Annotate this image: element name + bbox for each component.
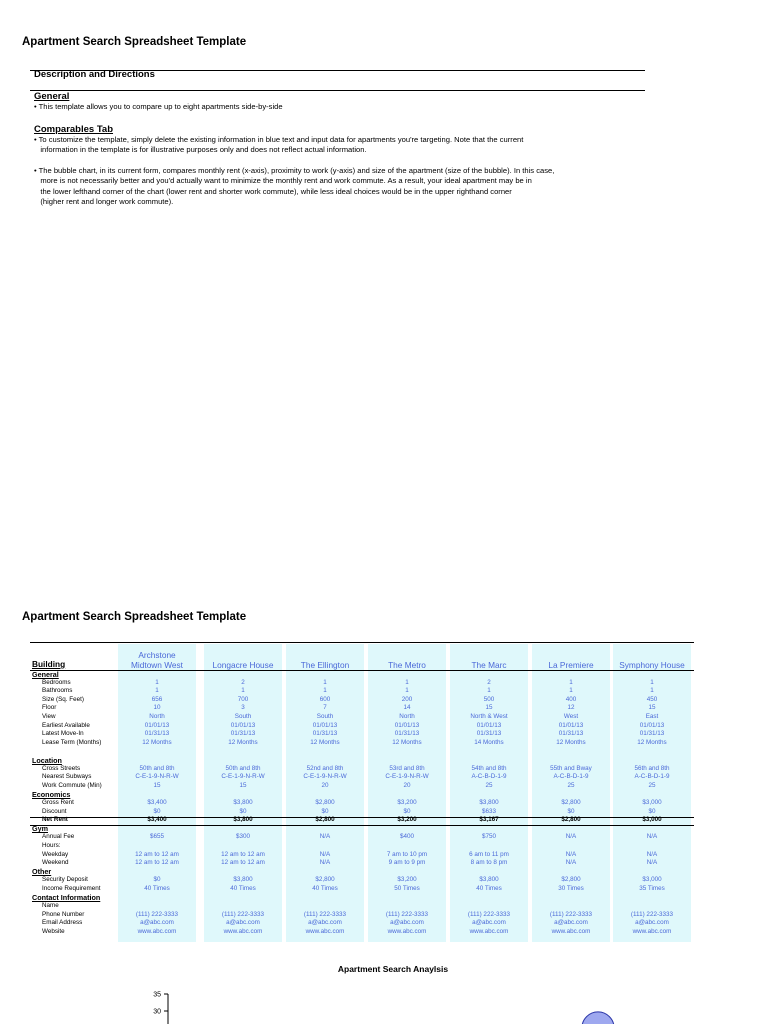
y-tick-label: 35 <box>153 991 161 999</box>
table-cell: www.abc.com <box>137 928 177 935</box>
table-cell: $3,200 <box>397 799 417 806</box>
table-cell: 15 <box>239 781 247 789</box>
table-cell: 656 <box>151 695 163 703</box>
net-rent-rule-bottom <box>30 825 694 826</box>
table-cell: 20 <box>321 781 329 789</box>
table-cell: a@abc.com <box>390 919 424 927</box>
table-top-rule <box>30 642 694 643</box>
table-cell: 54th and 8th <box>471 764 507 772</box>
table-cell: 50th and 8th <box>139 764 175 772</box>
table-cell: (111) 222-3333 <box>630 910 674 918</box>
table-cell: South <box>316 713 334 720</box>
table-cell: $2,800 <box>561 799 581 806</box>
table-cell: 700 <box>237 695 249 703</box>
table-cell: 12 am to 12 am <box>221 850 265 858</box>
table-cell: 01/31/13 <box>230 730 256 738</box>
section-heading: Economics <box>32 789 71 799</box>
row-label: Nearest Subways <box>42 773 92 781</box>
table-cell: www.abc.com <box>551 928 591 935</box>
table-cell: $0 <box>153 807 161 815</box>
table-cell: 35 Times <box>639 885 665 892</box>
table-cell: $0 <box>153 876 161 884</box>
table-cell: C-E-1-9-N-R-W <box>385 773 429 781</box>
section-heading: Location <box>32 755 62 765</box>
table-cell: 1 <box>155 678 159 686</box>
table-cell: 12 am to 12 am <box>221 859 265 867</box>
table-cell: 01/31/13 <box>476 730 502 738</box>
table-cell: 52nd and 8th <box>306 764 344 772</box>
section-heading: Gym <box>32 824 48 834</box>
table-cell: 12 Months <box>142 738 172 746</box>
table-cell: $3,800 <box>479 876 499 884</box>
table-cell: 12 am to 12 am <box>135 859 179 867</box>
table-cell: $0 <box>567 807 575 815</box>
table-cell: 01/31/13 <box>394 730 420 738</box>
table-cell: 1 <box>323 687 327 695</box>
row-label: Cross Streets <box>42 764 81 772</box>
row-label: Name <box>42 902 59 910</box>
building-name: The Marc <box>471 660 507 670</box>
table-cell: 50th and 8th <box>225 764 261 772</box>
table-cell: 01/01/13 <box>230 721 256 729</box>
section-heading: General <box>32 669 59 679</box>
table-cell: 2 <box>241 678 245 686</box>
table-cell: 1 <box>569 687 573 695</box>
row-label: Security Deposit <box>42 876 88 884</box>
table-cell: $3,000 <box>642 799 662 806</box>
table-cell: www.abc.com <box>305 928 345 935</box>
table-cell: 1 <box>487 687 491 695</box>
table-cell: 1 <box>405 678 409 686</box>
row-label: Email Address <box>42 919 83 927</box>
table-cell: 450 <box>646 695 658 703</box>
table-cell: A-C-B-D-1-9 <box>553 773 589 781</box>
section-heading: Other <box>32 867 52 877</box>
table-cell: 1 <box>405 687 409 695</box>
table-cell: $2,800 <box>561 816 581 824</box>
table-cell: 1 <box>155 687 159 695</box>
building-name: The Metro <box>388 660 426 670</box>
table-cell: $3,800 <box>233 876 253 884</box>
table-cell: East <box>645 713 659 720</box>
table-cell: $3,800 <box>479 799 499 806</box>
row-label: Income Requirement <box>42 885 101 892</box>
table-cell: (111) 222-3333 <box>135 910 179 918</box>
table-cell: 50 Times <box>394 885 420 892</box>
table-cell: $3,400 <box>147 816 167 824</box>
table-cell: $2,800 <box>315 876 335 884</box>
table-cell: $3,400 <box>147 799 167 806</box>
general-text: • This template allows you to compare up to eight apartments side-by-side <box>34 102 283 111</box>
table-cell: 12 Months <box>310 738 340 746</box>
table-cell: A-C-B-D-1-9 <box>634 773 670 781</box>
table-cell: $655 <box>149 833 164 841</box>
table-cell: 7 am to 10 pm <box>386 850 428 858</box>
table-cell: N/A <box>319 833 331 841</box>
comparables-heading: Comparables Tab <box>34 124 114 135</box>
table-cell: $2,800 <box>561 876 581 884</box>
table-cell: 1 <box>650 687 654 695</box>
row-label: Work Commute (Min) <box>42 781 102 789</box>
table-cell: $3,800 <box>233 816 253 824</box>
table-cell: 9 am to 9 pm <box>388 859 426 867</box>
table-cell: N/A <box>319 850 331 858</box>
table-cell: 3 <box>241 704 245 712</box>
table-cell: $0 <box>403 807 411 815</box>
table-cell: North & West <box>470 713 508 720</box>
table-cell: South <box>234 713 252 720</box>
row-label: Size (Sq. Feet) <box>42 695 84 703</box>
paragraph-line: (higher rent and longer work commute). <box>34 196 174 206</box>
table-cell: 200 <box>401 695 413 703</box>
table-cell: $0 <box>648 807 656 815</box>
table-cell: $400 <box>399 833 414 841</box>
row-label: Phone Number <box>42 910 85 918</box>
table-cell: $3,167 <box>479 816 499 824</box>
table-cell: www.abc.com <box>632 928 672 935</box>
row-label: Annual Fee <box>42 833 75 841</box>
general-heading: General <box>34 91 70 102</box>
row-label: Gross Rent <box>42 799 74 806</box>
table-cell: 40 Times <box>230 885 256 892</box>
table-cell: 12 <box>567 704 575 712</box>
table-cell: 14 Months <box>474 738 504 746</box>
table-cell: www.abc.com <box>469 928 509 935</box>
table-cell: 400 <box>565 695 577 703</box>
table-cell: 25 <box>567 781 575 789</box>
bubble <box>582 1012 614 1024</box>
row-label: Net Rent <box>42 816 68 824</box>
comparables-paragraph-2 <box>34 166 554 207</box>
table-cell: $3,000 <box>642 876 662 884</box>
table-cell: 25 <box>648 781 656 789</box>
table-cell: a@abc.com <box>554 919 588 927</box>
table-cell: 01/01/13 <box>476 721 502 729</box>
table-cell: www.abc.com <box>387 928 427 935</box>
table-cell: 10 <box>153 704 161 712</box>
table-cell: 40 Times <box>144 885 170 892</box>
bubble-chart <box>0 980 768 1024</box>
row-label: Bathrooms <box>42 687 73 695</box>
header-rule <box>30 670 694 671</box>
paragraph-line: information in the template is for illustrative purposes only and does not reflect actual information. <box>34 145 367 155</box>
table-cell: 15 <box>153 781 161 789</box>
table-cell: N/A <box>646 859 658 867</box>
table-cell: 12 Months <box>637 738 667 746</box>
paragraph-line: • The bubble chart, in its current form, compares monthly rent (x-axis), proximity to work (y-axis) and size of the apartment (size of the bubble). In this case, <box>34 166 555 175</box>
table-cell: 15 <box>648 704 656 712</box>
table-cell: 2 <box>487 678 491 686</box>
table-cell: 7 <box>323 704 327 712</box>
section-heading: Contact Information <box>32 893 101 903</box>
table-cell: (111) 222-3333 <box>549 910 593 918</box>
table-title: Apartment Search Spreadsheet Template <box>22 611 247 623</box>
paragraph-line: the lower lefthand corner of the chart (lower rent and shorter work commute), while less ideal choices would be in the upper righthand corner <box>34 186 512 196</box>
table-cell: 01/31/13 <box>144 730 170 738</box>
table-cell: 1 <box>323 678 327 686</box>
table-cell: 40 Times <box>312 885 338 892</box>
table-cell: 1 <box>650 678 654 686</box>
table-cell: a@abc.com <box>226 919 260 927</box>
row-label: Discount <box>42 807 67 815</box>
table-cell: North <box>149 713 165 720</box>
row-label: Earliest Available <box>42 721 90 729</box>
row-label: Weekend <box>42 859 69 867</box>
table-cell: 6 am to 11 pm <box>469 850 509 858</box>
table-cell: 40 Times <box>476 885 502 892</box>
document-title: Apartment Search Spreadsheet Template <box>22 36 247 48</box>
bubble-series <box>220 1012 614 1024</box>
table-cell: 12 Months <box>392 738 422 746</box>
table-cell: 01/31/13 <box>312 730 338 738</box>
chart-title: Apartment Search Anaylsis <box>337 964 449 974</box>
divider <box>30 90 645 91</box>
table-cell: 53rd and 8th <box>389 764 425 772</box>
table-cell: $633 <box>481 807 496 815</box>
table-cell: C-E-1-9-N-R-W <box>303 773 347 781</box>
table-cell: 12 Months <box>228 738 258 746</box>
row-label: Latest Move-In <box>42 730 84 738</box>
table-cell: (111) 222-3333 <box>303 910 347 918</box>
table-cell: $3,800 <box>233 799 253 806</box>
row-label: Hours: <box>42 842 61 849</box>
building-name: Longacre House <box>212 660 274 670</box>
row-label: Bedrooms <box>42 678 71 686</box>
table-cell: $3,200 <box>397 816 417 824</box>
table-cell: 500 <box>483 695 495 703</box>
table-cell: a@abc.com <box>472 919 506 927</box>
table-cell: 01/01/13 <box>394 721 420 729</box>
table-cell: a@abc.com <box>308 919 342 927</box>
building-name: Archstone Midtown West <box>131 650 183 670</box>
table-cell: (111) 222-3333 <box>385 910 429 918</box>
row-label: Weekday <box>42 850 69 858</box>
row-label: Floor <box>42 704 57 712</box>
table-cell: 1 <box>569 678 573 686</box>
table-cell: 01/01/13 <box>639 721 665 729</box>
table-cell: $300 <box>235 833 250 841</box>
table-cell: 01/31/13 <box>639 730 665 738</box>
table-cell: 55th and Bway <box>550 764 592 772</box>
table-cell: N/A <box>646 850 658 858</box>
table-cell: 25 <box>485 781 493 789</box>
directions-header: Description and Directions <box>34 69 155 80</box>
table-cell: 600 <box>319 695 331 703</box>
row-label: Lease Term (Months) <box>42 738 102 746</box>
table-cell: N/A <box>565 850 577 858</box>
row-label: View <box>42 713 56 720</box>
table-cell: N/A <box>565 833 577 841</box>
table-cell: 56th and 8th <box>634 764 670 772</box>
y-tick-label: 30 <box>153 1008 161 1016</box>
table-cell: N/A <box>646 833 658 841</box>
table-cell: 8 am to 8 pm <box>470 859 508 867</box>
table-cell: 01/01/13 <box>558 721 584 729</box>
table-cell: $750 <box>481 833 496 841</box>
table-cell: 15 <box>485 704 493 712</box>
table-cell: $2,800 <box>315 799 335 806</box>
table-cell: A-C-B-D-1-9 <box>471 773 507 781</box>
table-cell: 01/01/13 <box>312 721 338 729</box>
building-name: The Ellington <box>300 660 350 670</box>
table-cell: 01/01/13 <box>144 721 170 729</box>
table-cell: $3,000 <box>642 816 662 824</box>
comparables-paragraph-1 <box>34 135 523 156</box>
paragraph-line: • To customize the template, simply delete the existing information in blue text and input data for apartments you're targeting. Note that the current <box>34 135 524 144</box>
table-cell: $0 <box>239 807 247 815</box>
table-cell: www.abc.com <box>223 928 263 935</box>
table-cell: C-E-1-9-N-R-W <box>221 773 265 781</box>
table-cell: $3,200 <box>397 876 417 884</box>
table-cell: C-E-1-9-N-R-W <box>135 773 179 781</box>
table-cell: $2,800 <box>315 816 335 824</box>
table-cell: N/A <box>319 859 331 867</box>
table-cell: 12 Months <box>556 738 586 746</box>
building-name: Symphony House <box>619 660 685 670</box>
table-cell: N/A <box>565 859 577 867</box>
table-cell: 01/31/13 <box>558 730 584 738</box>
building-label: Building <box>32 659 66 669</box>
table-cell: West <box>563 713 579 720</box>
paragraph-line: more is not necessarily better and you'd actually want to minimize the monthly rent and work commute. As a result, your ideal apartment may be in <box>34 176 532 186</box>
table-cell: 1 <box>241 687 245 695</box>
table-cell: a@abc.com <box>635 919 669 927</box>
table-cell: a@abc.com <box>140 919 174 927</box>
building-name: La Premiere <box>548 660 594 670</box>
table-cell: (111) 222-3333 <box>221 910 265 918</box>
table-cell: 12 am to 12 am <box>135 850 179 858</box>
table-cell: $0 <box>321 807 329 815</box>
table-cell: 30 Times <box>558 885 584 892</box>
table-cell: 14 <box>403 704 411 712</box>
table-cell: North <box>399 713 415 720</box>
row-label: Website <box>42 928 65 935</box>
table-cell: (111) 222-3333 <box>467 910 511 918</box>
table-cell: 20 <box>403 781 411 789</box>
